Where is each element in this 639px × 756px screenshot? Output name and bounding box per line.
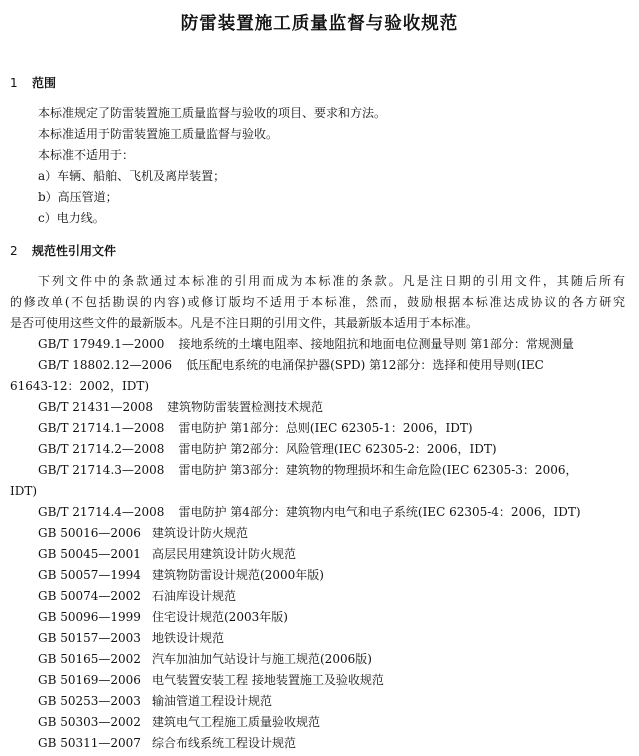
reference-item [38,712,629,733]
section-1-heading [10,74,56,91]
reference-item [38,586,629,607]
section-2-heading [10,242,116,259]
reference-code: GB/T 21714.3—2008 [38,463,165,477]
reference-title: 建筑物防雷设计规范(2000年版) [152,568,324,582]
reference-item [38,691,629,712]
reference-code: GB/T 21714.2—2008 [38,442,165,456]
section-number: 2 [10,244,18,258]
reference-code: GB/T 18802.12—2006 [38,358,173,372]
reference-title: 高层民用建筑设计防火规范 [152,547,297,561]
reference-continuation: 61643-12：2002，IDT) [10,379,150,393]
reference-code: GB 50016—2006 [38,526,141,540]
reference-title: 雷电防护 第3部分：建筑物的物理损坏和生命危险(IEC 62305-3：2006， [178,463,578,477]
reference-code: GB 50096—1999 [38,610,141,624]
reference-code: GB 50074—2002 [38,589,141,603]
reference-title: 建筑设计防火规范 [152,526,249,540]
reference-title: 接地系统的土壤电阻率、接地阻抗和地面电位测量导则 第1部分：常规测量 [178,337,574,351]
reference-title: 雷电防护 第4部分：建筑物内电气和电子系统(IEC 62305-4：2006，IDT) [178,505,581,519]
section-title: 规范性引用文件 [32,244,117,258]
paragraph: 本标准规定了防雷装置施工质量监督与验收的项目、要求和方法。 [38,106,387,120]
section-number: 1 [10,76,18,90]
reference-code: GB 50057—1994 [38,568,141,582]
reference-item [38,460,629,481]
list-item: a）车辆、船舶、飞机及离岸装置； [38,169,226,183]
reference-item [38,607,629,628]
reference-item [38,628,629,649]
reference-title: 地铁设计规范 [152,631,225,645]
reference-item [38,649,629,670]
reference-title: 电气装置安装工程 接地装置施工及验收规范 [152,673,384,687]
reference-title: 石油库设计规范 [152,589,237,603]
reference-code: GB 50165—2002 [38,652,141,666]
reference-title: 住宅设计规范(2003年版) [152,610,288,624]
reference-item [38,502,629,523]
list-item: c）电力线。 [38,211,105,225]
reference-title: 汽车加油加气站设计与施工规范(2006版) [152,652,372,666]
reference-code: GB/T 21714.1—2008 [38,421,165,435]
reference-code: GB 50303—2002 [38,715,141,729]
reference-title: 雷电防护 第2部分：风险管理(IEC 62305-2：2006，IDT) [178,442,497,456]
reference-code: GB 50157—2003 [38,631,141,645]
reference-title: 建筑电气工程施工质量验收规范 [152,715,321,729]
reference-code: GB/T 17949.1—2000 [38,337,165,351]
reference-item [38,355,629,376]
reference-title: 低压配电系统的电涌保护器(SPD) 第12部分：选择和使用导则(IEC [186,358,544,372]
reference-title: 综合布线系统工程设计规范 [152,736,297,750]
reference-code: GB 50311—2007 [38,736,141,750]
reference-item [38,733,629,754]
list-item: b）高压管道； [38,190,118,204]
paragraph: 本标准不适用于： [38,148,135,162]
reference-title: 输油管道工程设计规范 [152,694,273,708]
reference-code: GB 50045—2001 [38,547,141,561]
reference-code: GB/T 21431—2008 [38,400,153,414]
reference-item [38,670,629,691]
reference-title: 建筑物防雷装置检测技术规范 [166,400,323,414]
paragraph: 本标准适用于防雷装置施工质量监督与验收。 [38,127,279,141]
reference-item [38,334,629,355]
reference-item [38,565,629,586]
reference-code: GB 50253—2003 [38,694,141,708]
reference-item [38,397,629,418]
reference-item [38,544,629,565]
reference-item [38,418,629,439]
paragraph-line: 下列文件中的条款通过本标准的引用而成为本标准的条款。凡是注日期的引用文件，其随后所有 [38,274,625,288]
paragraph-line: 的修改单(不包括勘误的内容)或修订版均不适用于本标准，然而，鼓励根据本标准达成协议的各方研究 [10,295,625,309]
reference-item [38,439,629,460]
document-title: 防雷装置施工质量监督与验收规范 [180,14,459,34]
reference-code: GB/T 21714.4—2008 [38,505,165,519]
paragraph-line: 是否可使用这些文件的最新版本。凡是不注日期的引用文件，其最新版本适用于本标准。 [10,316,479,330]
reference-item [38,523,629,544]
section-title: 范围 [32,76,57,90]
reference-title: 雷电防护 第1部分：总则(IEC 62305-1：2006，IDT) [178,421,473,435]
reference-code: GB 50169—2006 [38,673,141,687]
reference-continuation: IDT) [10,484,38,498]
